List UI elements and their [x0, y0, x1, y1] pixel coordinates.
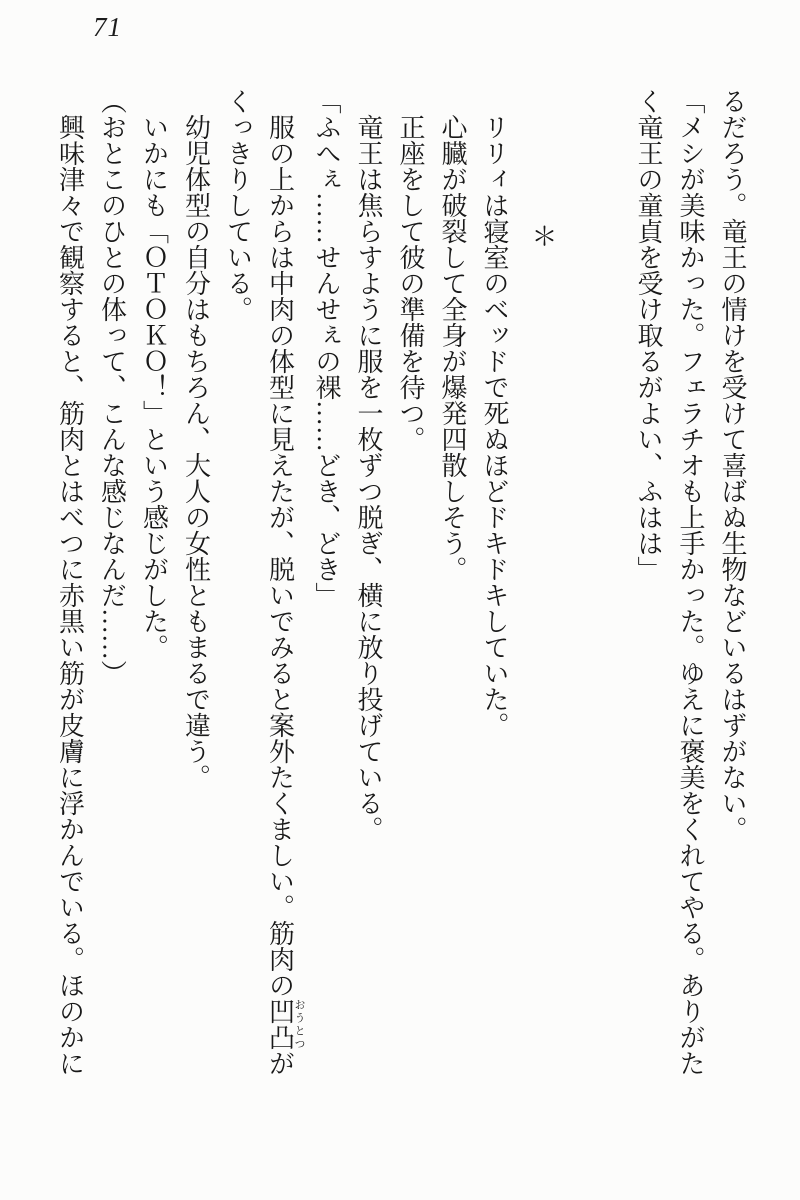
page-number: 71	[93, 12, 122, 42]
paragraph: 正座をして彼の準備を待つ。	[396, 114, 425, 452]
paragraph: 興味津々で観察すると、筋肉とはべつに赤黒い筋が皮膚に浮かんでいる。ほのかに	[55, 114, 85, 1076]
paragraph-thought: （おとこのひとの体って、こんな感じなんだ……）	[97, 88, 127, 686]
ruby-annotation: 凹凸おうとつ	[265, 998, 305, 1050]
paragraph: いかにも「ＯＴＯＫＯ！」という感じがした。	[139, 114, 169, 660]
page-text	[53, 88, 753, 1088]
paragraph: 竜王は焦らすように服を一枚ずつ脱ぎ、横に放り投げている。	[354, 114, 383, 842]
paragraph: 服の上からは中肉の体型に見えたが、脱いでみると案外たくましい。筋肉の凹凸おうとつがくっきりしている。	[223, 88, 305, 1076]
paragraph: 幼児体型の自分はもちろん、大人の女性ともまるで違う。	[181, 114, 211, 790]
paragraph-dialogue: 「ふへぇ……せんせぇの裸……どき、どき」	[312, 88, 341, 608]
paragraph: リリィは寝室のベッドで死ぬほどドキドキしていた。	[480, 114, 509, 738]
paragraph: 心臓が破裂して全身が爆発四散しそう。	[438, 114, 467, 582]
section-separator: ＊	[528, 223, 557, 249]
paragraph-dialogue: 「メシが美味かった。フェラチオも上手かった。ゆえに褒美をくれてやる。ありがたく竜王の童貞を受け取るがよい、ふはは」	[634, 88, 705, 1076]
paragraph-continuation: るだろう。竜王の情けを受けて喜ばぬ生物などいるはずがない。	[718, 88, 747, 842]
